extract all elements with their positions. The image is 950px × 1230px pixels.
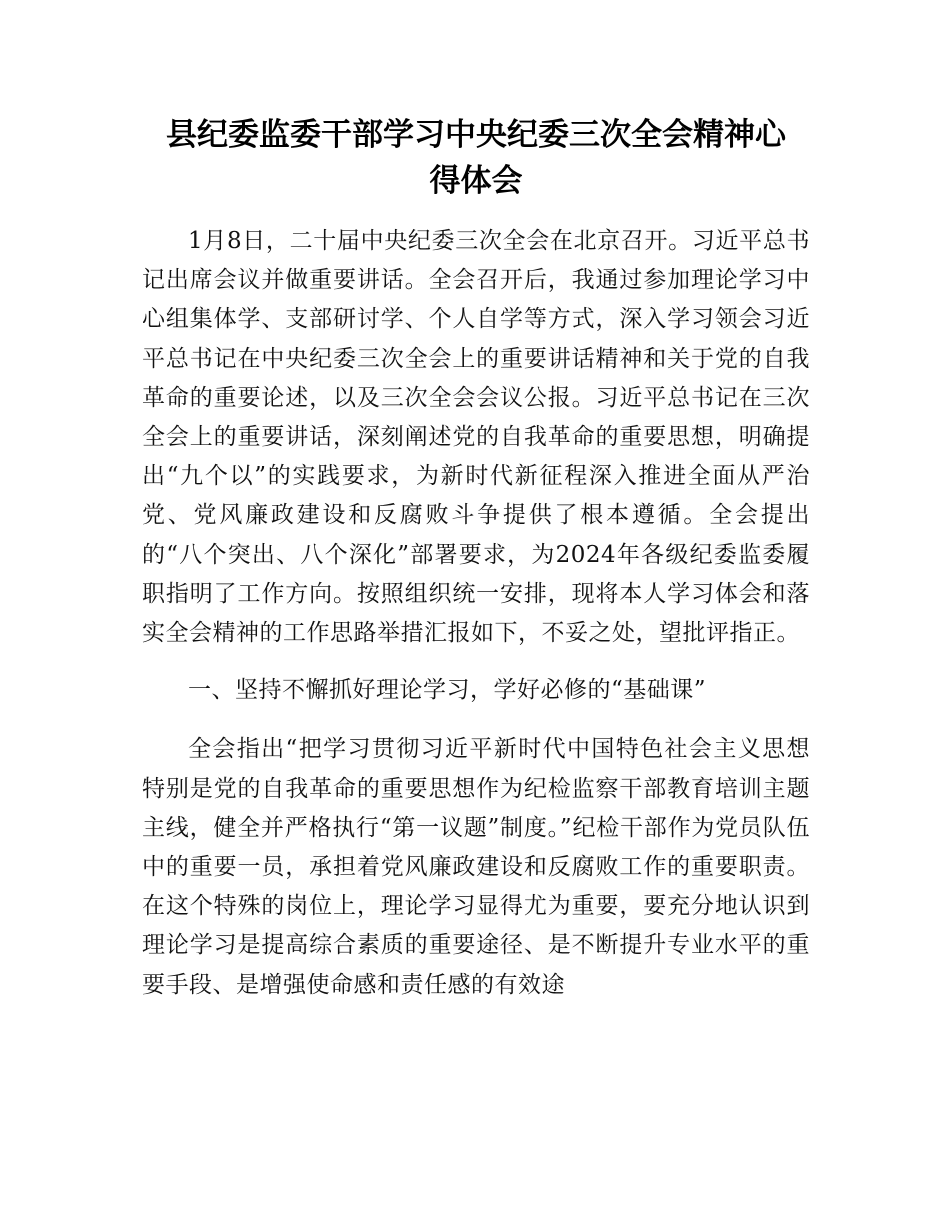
section-1-paragraph: 全会指出“把学习贯彻习近平新时代中国特色社会主义思想特别是党的自我革命的重要思想作为纪检监察干部教育培训主题主线，健全并严格执行“第一议题”制度。”纪检干部作为党员队伍中的重要一员，承担着党风廉政建设和反腐败工作的重要职责。在这个特殊的岗位上，理论学习显得尤为重要，要充分地认识到理论学习是提高综合素质的重要途径、是不断提升专业水平的重要手段、是增强使命感和责任感的有效途 <box>142 736 810 998</box>
intro-paragraph: 1月8日，二十届中央纪委三次全会在北京召开。习近平总书记出席会议并做重要讲话。全会召开后，我通过参加理论学习中心组集体学、支部研讨学、个人自学等方式，深入学习领会习近平总书记在中央纪委三次全会上的重要讲话精神和关于党的自我革命的重要论述，以及三次全会会议公报。习近平总书记在三次全会上的重要讲话，深刻阐述党的自我革命的重要思想，明确提出“九个以”的实践要求，为新时代新征程深入推进全面从严治党、党风廉政建设和反腐败斗争提供了根本遵循。全会提出的“八个突出、八个深化”部署要求，为2024年各级纪委监委履职指明了工作方向。按照组织统一安排，现将本人学习体会和落实全会精神的工作思路举措汇报如下，不妥之处，望批评指正。 <box>142 228 810 647</box>
document-title: 县纪委监委干部学习中央纪委三次全会精神心得体会 <box>166 117 786 199</box>
section-heading-1: 一、坚持不懈抓好理论学习，学好必修的“基础课” <box>188 677 707 704</box>
document-body <box>142 112 810 1005</box>
